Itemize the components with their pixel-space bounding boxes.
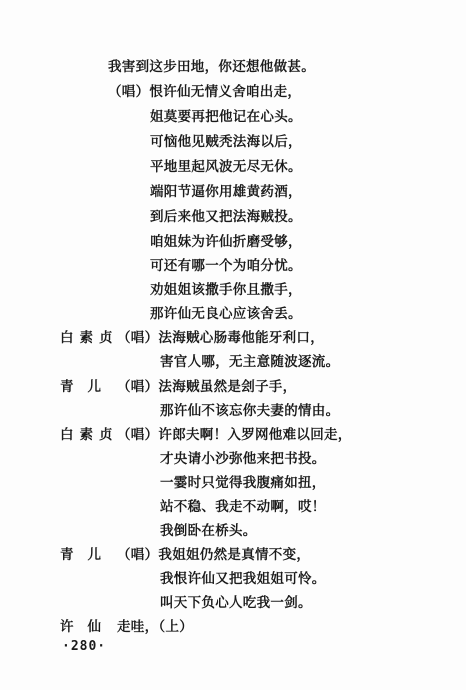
- text-line: 我害到这步田地，你还想他做甚。: [108, 59, 315, 75]
- text-line: （唱）法海贼虽然是刽子手，: [117, 379, 297, 395]
- text-line: 那许仙无良心应该舍丢。: [150, 306, 302, 322]
- text-line: （唱）法海贼心肠毒他能牙利口，: [117, 330, 324, 346]
- text-line: 到后来他又把法海贼投。: [150, 209, 302, 225]
- text-line: 站不稳、我走不动啊，哎！: [160, 499, 326, 515]
- speaker-name: 白素贞: [60, 330, 119, 346]
- text-line: 我倒卧在桥头。: [160, 523, 257, 539]
- text-line: 才央请小沙弥他来把书投。: [160, 451, 326, 467]
- speaker-name: 青儿: [60, 379, 115, 395]
- text-line: 可还有哪一个为咱分忧。: [150, 258, 302, 274]
- text-line: 一霎时只觉得我腹痛如扭，: [160, 475, 326, 491]
- text-line: 劝姐姐该撒手你且撒手，: [150, 282, 302, 298]
- text-line: （唱）恨许仙无情义舍咱出走，: [108, 84, 302, 100]
- speaker-name: 许仙: [60, 619, 115, 635]
- text-line: 害官人哪，无主意随波逐流。: [160, 354, 340, 370]
- text-line: 平地里起风波无尽无休。: [150, 159, 302, 175]
- text-line: （唱）我姐姐仍然是真情不变，: [117, 547, 311, 563]
- text-line: 端阳节逼你用雄黄药酒，: [150, 184, 302, 200]
- text-line: 咱姐妹为许仙折磨受够，: [150, 234, 302, 250]
- page-number: ·280·: [62, 639, 107, 654]
- text-line: 叫天下负心人吃我一剑。: [160, 595, 312, 611]
- text-line: （唱）许郎夫啊！入罗网他难以回走，: [117, 427, 352, 443]
- speaker-name: 青儿: [60, 547, 115, 563]
- text-line: 我恨许仙又把我姐姐可怜。: [160, 571, 326, 587]
- speaker-name: 白素贞: [60, 427, 119, 443]
- text-line: 姐莫要再把他记在心头。: [150, 109, 302, 125]
- text-line: 可恼他见贼秃法海以后，: [150, 134, 302, 150]
- text-line: 走哇，（上）: [117, 619, 194, 635]
- text-line: 那许仙不该忘你夫妻的情由。: [160, 403, 340, 419]
